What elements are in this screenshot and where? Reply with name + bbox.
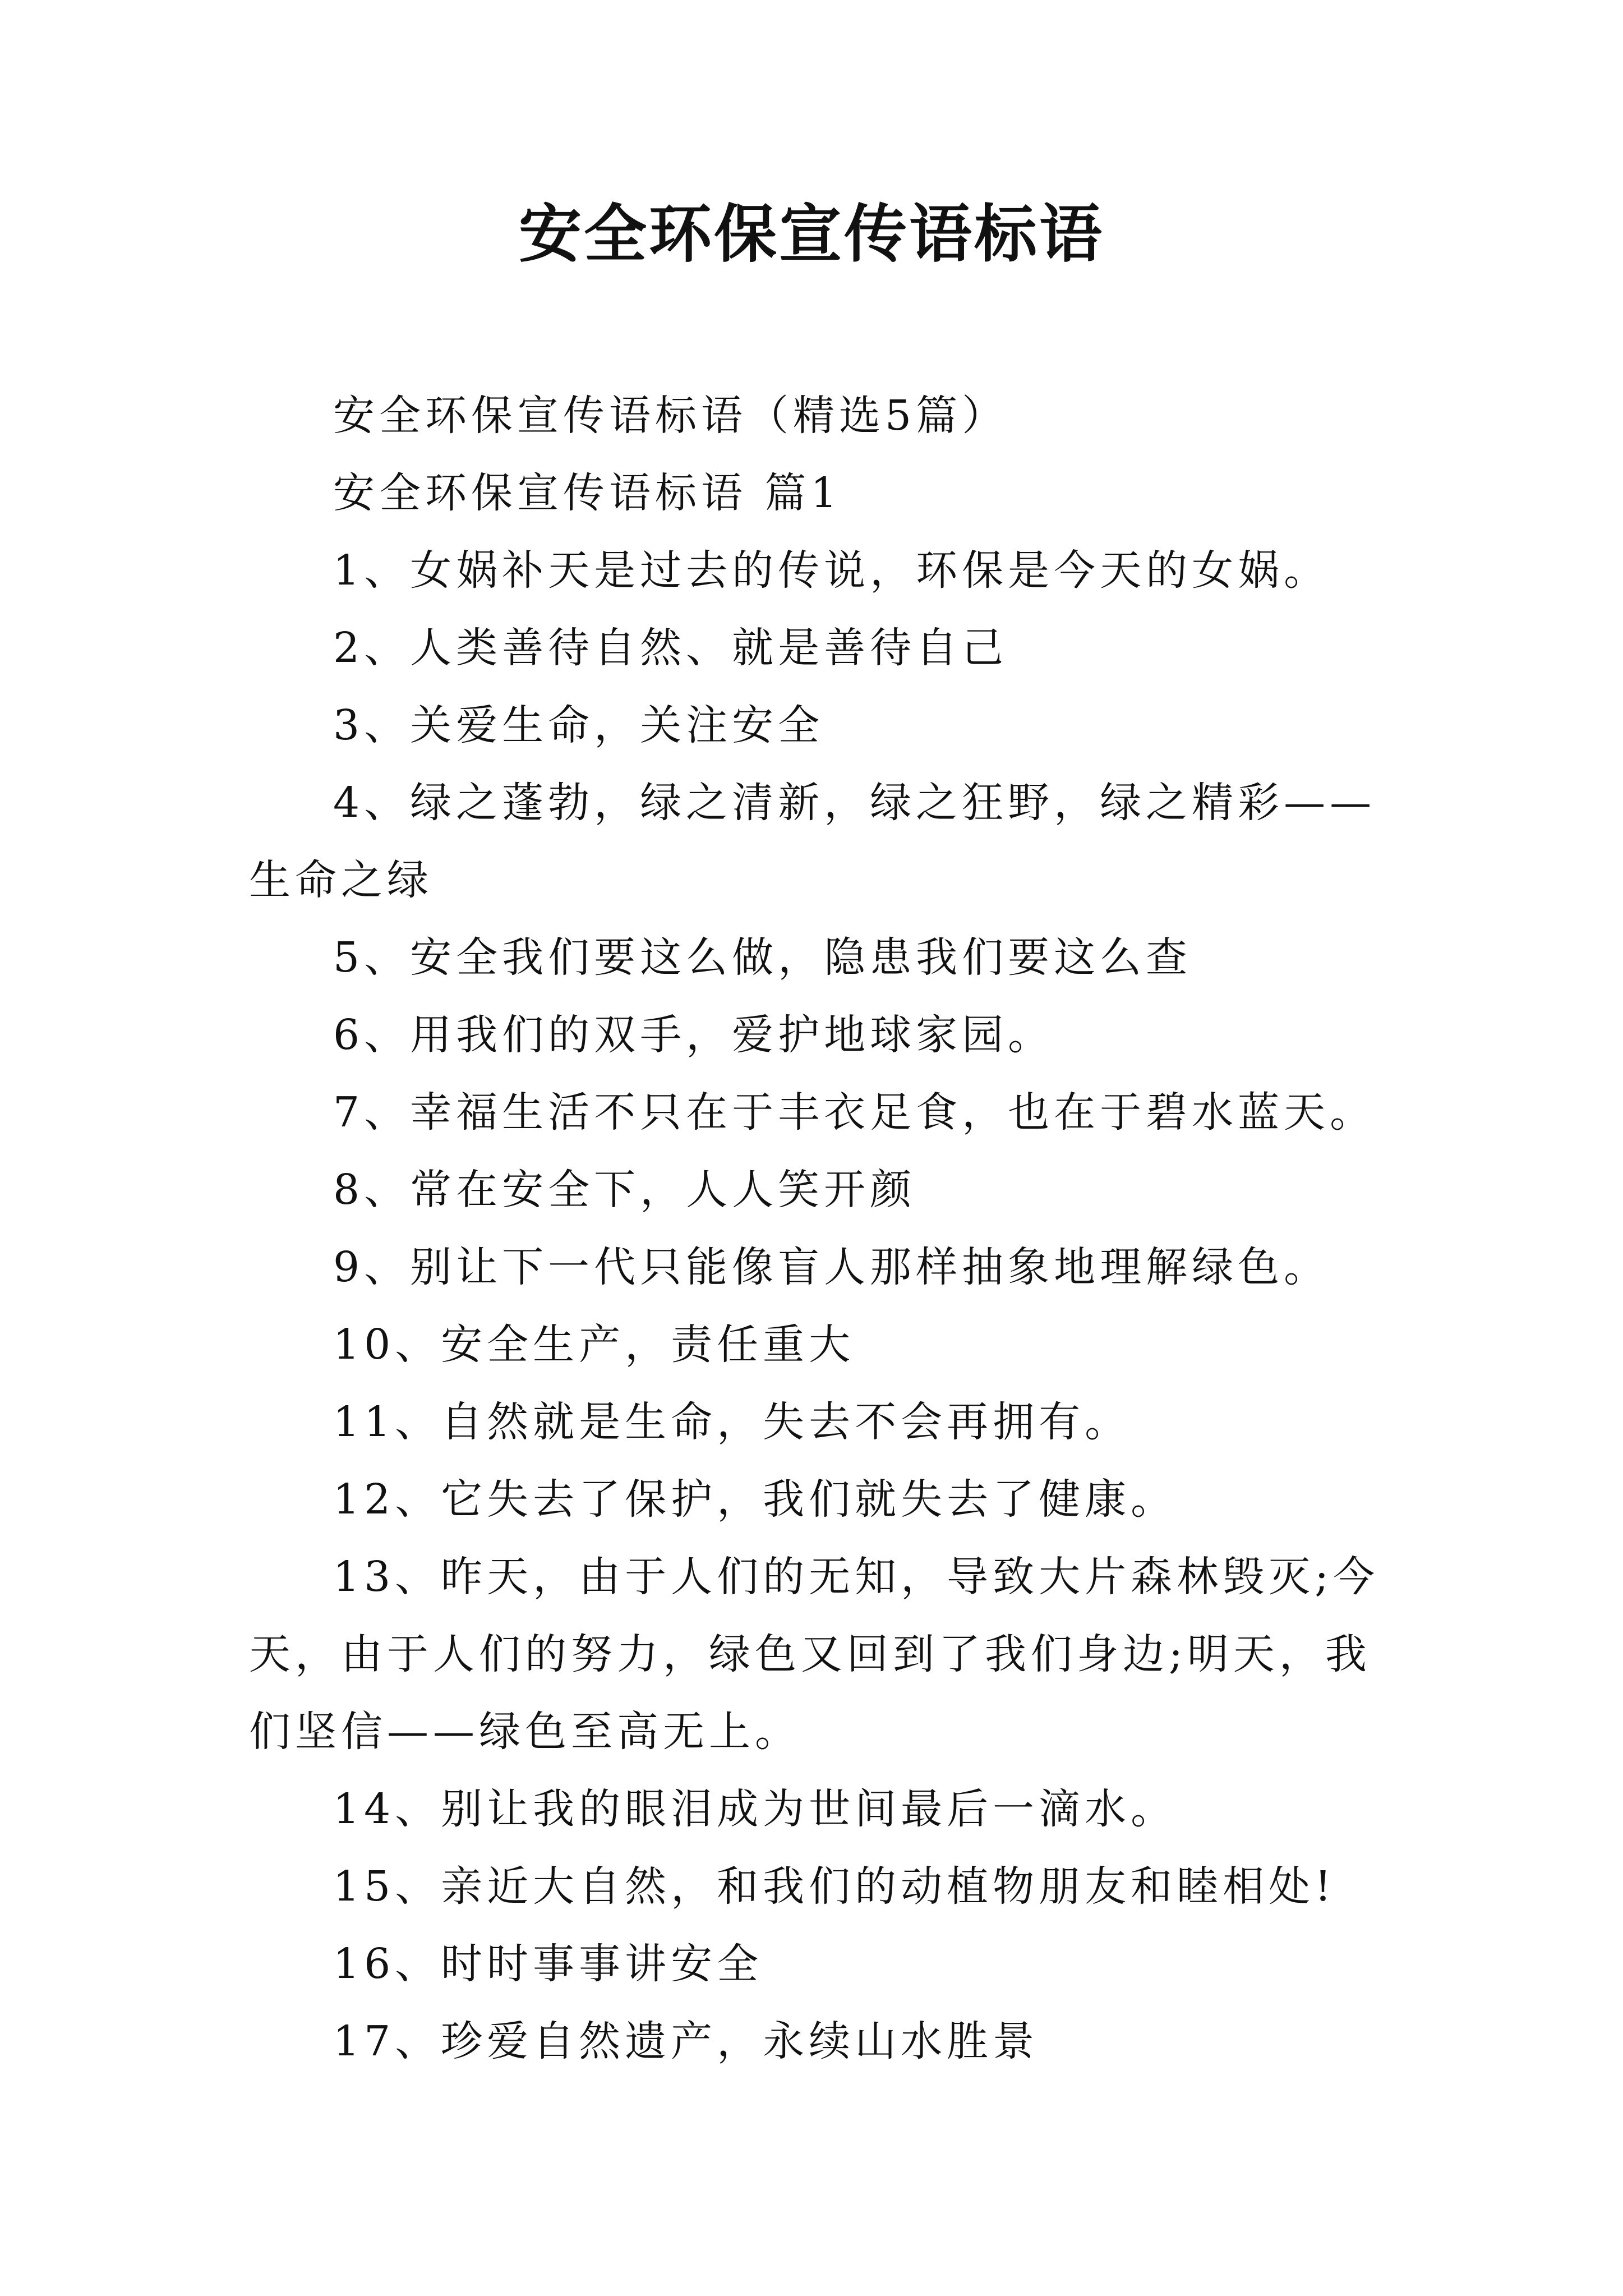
slogan-item-3: 3、关爱生命，关注安全 [333, 701, 824, 749]
slogan-item-2: 2、人类善待自然、就是善待自己 [333, 624, 1008, 672]
slogan-item-16: 16、时时事事讲安全 [333, 1940, 763, 1988]
slogan-item-10: 10、安全生产，责任重大 [333, 1320, 855, 1369]
slogan-item-9: 9、别让下一代只能像盲人那样抽象地理解绿色。 [333, 1243, 1330, 1291]
document-title: 安全环保宣传语标语 [519, 197, 1104, 271]
slogan-item-4: 4、绿之蓬勃，绿之清新，绿之狂野，绿之精彩——生命之绿 [249, 779, 1376, 904]
slogan-item-12: 12、它失去了保护，我们就失去了健康。 [333, 1475, 1177, 1524]
slogan-item-5: 5、安全我们要这么做，隐患我们要这么查 [333, 933, 1192, 982]
slogan-item-8: 8、常在安全下，人人笑开颜 [333, 1166, 916, 1214]
slogan-item-15: 15、亲近大自然，和我们的动植物朋友和睦相处! [333, 1862, 1336, 1911]
slogan-item-14: 14、别让我的眼泪成为世间最后一滴水。 [333, 1785, 1177, 1833]
slogan-item-11: 11、自然就是生命，失去不会再拥有。 [333, 1398, 1131, 1446]
slogan-item-13: 13、昨天，由于人们的无知，导致大片森林毁灭;今天，由于人们的努力，绿色又回到了我们身边;明天，我们坚信——绿色至高无上。 [249, 1553, 1380, 1756]
slogan-item-1: 1、女娲补天是过去的传说，环保是今天的女娲。 [333, 546, 1330, 595]
paragraph-section-heading: 安全环保宣传语标语 篇1 [333, 469, 842, 517]
document-body [249, 377, 1399, 2080]
slogan-item-7: 7、幸福生活不只在于丰衣足食，也在于碧水蓝天。 [333, 1088, 1376, 1137]
paragraph-subtitle: 安全环保宣传语标语（精选5篇） [333, 392, 1008, 440]
slogan-item-17: 17、珍爱自然遗产，永续山水胜景 [333, 2017, 1039, 2065]
slogan-item-6: 6、用我们的双手，爱护地球家园。 [333, 1011, 1054, 1059]
